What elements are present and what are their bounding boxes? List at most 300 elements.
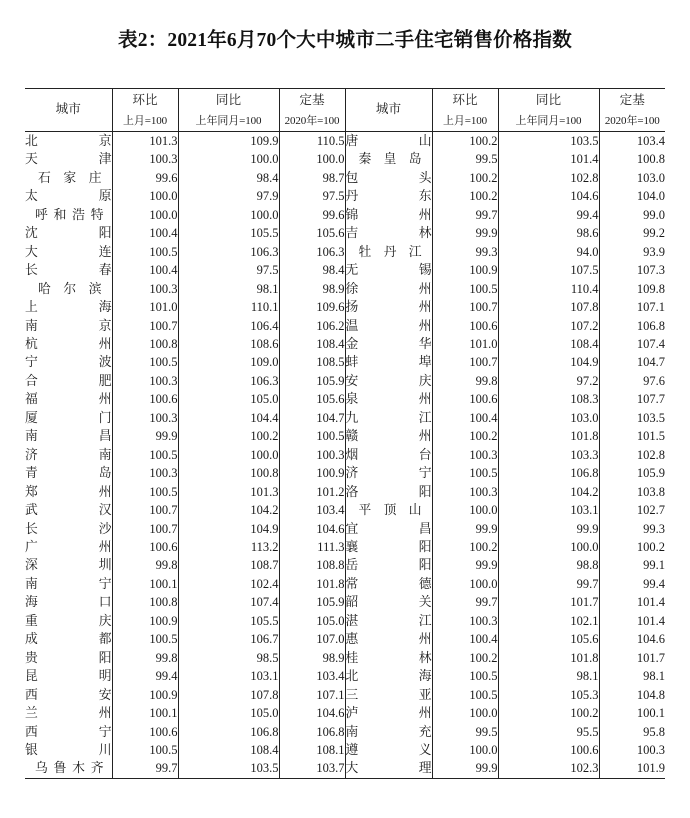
mom-value-right: 99.9 (432, 520, 498, 538)
yoy-value-right: 100.0 (498, 538, 599, 556)
mom-value-right: 99.8 (432, 372, 498, 390)
table-row (25, 741, 665, 759)
city-name-left: 深圳 (25, 556, 112, 574)
yoy-value-right: 110.4 (498, 280, 599, 298)
yoy-value-left: 108.6 (178, 335, 279, 353)
mom-value-left: 100.5 (112, 243, 178, 261)
city-name-right: 唐山 (345, 132, 432, 151)
table-row (25, 317, 665, 335)
mom-value-left: 100.5 (112, 741, 178, 759)
mom-value-right: 100.7 (432, 298, 498, 316)
fixed-value-right: 100.8 (636, 152, 665, 167)
yoy-value-left: 105.5 (178, 612, 279, 630)
table-row (25, 409, 665, 427)
header-yoy-right: 同比 (498, 89, 599, 112)
yoy-value-left: 101.3 (178, 483, 279, 501)
table-row (25, 464, 665, 482)
yoy-value-right: 101.8 (498, 427, 599, 445)
yoy-value-left: 104.4 (178, 409, 279, 427)
yoy-value-left: 97.9 (178, 187, 279, 205)
yoy-value-right: 98.1 (498, 667, 599, 685)
city-name-left: 哈尔滨 (25, 280, 112, 298)
city-name-right: 赣州 (345, 427, 432, 445)
city-name-right: 岳阳 (345, 556, 432, 574)
fixed-value-left: 98.9 (279, 280, 345, 298)
header-row-primary (25, 89, 665, 112)
city-name-right: 吉林 (345, 224, 432, 242)
fixed-value-left: 103.7 (279, 759, 345, 778)
mom-value-right: 100.2 (432, 427, 498, 445)
table-row (25, 593, 665, 611)
fixed-value-right: 100.3 (636, 742, 665, 757)
yoy-value-right: 103.3 (498, 446, 599, 464)
city-name-left: 济南 (25, 446, 112, 464)
table-row (25, 704, 665, 722)
city-name-right: 南充 (345, 723, 432, 741)
city-name-left: 海口 (25, 593, 112, 611)
table-row (25, 630, 665, 648)
city-name-right: 丹东 (345, 187, 432, 205)
yoy-value-left: 97.5 (178, 261, 279, 279)
table-row (25, 759, 665, 778)
header-mom-base-left: 上月=100 (112, 111, 178, 132)
fixed-value-right: 102.7 (636, 503, 665, 518)
page-title: 表2：2021年6月70个大中城市二手住宅销售价格指数 (118, 30, 572, 51)
table-row (25, 132, 665, 151)
fixed-value-right: 101.9 (599, 759, 665, 778)
mom-value-left: 100.5 (112, 483, 178, 501)
fixed-value-right: 99.4 (643, 576, 665, 591)
fixed-value-right: 106.8 (636, 318, 665, 333)
yoy-value-right: 99.7 (498, 575, 599, 593)
fixed-value-right: 104.8 (636, 687, 665, 702)
fixed-value-left: 100.9 (279, 464, 345, 482)
fixed-value-left: 108.1 (279, 741, 345, 759)
city-name-right: 桂林 (345, 649, 432, 667)
fixed-value-right: 93.9 (643, 244, 665, 259)
mom-value-left: 100.6 (112, 723, 178, 741)
yoy-value-left: 98.4 (178, 169, 279, 187)
mom-value-left: 99.9 (112, 427, 178, 445)
mom-value-left: 100.7 (112, 501, 178, 519)
fixed-value-right: 99.2 (643, 226, 665, 241)
mom-value-right: 100.0 (432, 501, 498, 519)
city-name-right: 锦州 (345, 206, 432, 224)
mom-value-left: 100.5 (112, 446, 178, 464)
mom-value-left: 100.3 (112, 464, 178, 482)
fixed-value-left: 98.9 (279, 649, 345, 667)
yoy-value-left: 109.0 (178, 353, 279, 371)
header-fixed-right: 定基 (599, 89, 665, 112)
yoy-value-left: 104.2 (178, 501, 279, 519)
mom-value-left: 100.6 (112, 538, 178, 556)
city-name-left: 石家庄 (25, 169, 112, 187)
fixed-value-left: 100.3 (279, 446, 345, 464)
mom-value-right: 100.4 (432, 630, 498, 648)
fixed-value-left: 107.1 (279, 686, 345, 704)
table-row (25, 280, 665, 298)
table-row (25, 390, 665, 408)
city-name-left: 太原 (25, 187, 112, 205)
yoy-value-right: 107.5 (498, 261, 599, 279)
yoy-value-left: 110.1 (178, 298, 279, 316)
city-name-left: 广州 (25, 538, 112, 556)
fixed-value-right: 101.5 (636, 429, 665, 444)
mom-value-right: 100.5 (432, 464, 498, 482)
city-name-left: 厦门 (25, 409, 112, 427)
mom-value-right: 100.2 (432, 132, 498, 151)
table-row (25, 575, 665, 593)
yoy-value-right: 99.4 (498, 206, 599, 224)
table-row (25, 723, 665, 741)
city-name-left: 福州 (25, 390, 112, 408)
city-name-right: 蚌埠 (345, 353, 432, 371)
yoy-value-left: 108.7 (178, 556, 279, 574)
fixed-value-left: 99.6 (279, 206, 345, 224)
city-name-right: 洛阳 (345, 483, 432, 501)
yoy-value-right: 101.4 (498, 150, 599, 168)
table-row (25, 446, 665, 464)
fixed-value-right: 102.8 (636, 447, 665, 462)
fixed-value-left: 108.8 (279, 556, 345, 574)
mom-value-right: 99.9 (432, 224, 498, 242)
yoy-value-left: 103.5 (178, 759, 279, 778)
yoy-value-right: 105.3 (498, 686, 599, 704)
yoy-value-left: 113.2 (178, 538, 279, 556)
city-name-right: 温州 (345, 317, 432, 335)
mom-value-right: 99.7 (432, 593, 498, 611)
fixed-value-left: 107.0 (279, 630, 345, 648)
table-row (25, 169, 665, 187)
mom-value-left: 99.8 (112, 556, 178, 574)
fixed-value-right: 95.8 (643, 724, 665, 739)
header-mom-right: 环比 (432, 89, 498, 112)
mom-value-right: 99.9 (432, 759, 498, 778)
city-name-left: 西安 (25, 686, 112, 704)
yoy-value-right: 94.0 (498, 243, 599, 261)
fixed-value-right: 99.0 (643, 207, 665, 222)
header-mom-left: 环比 (112, 89, 178, 112)
yoy-value-left: 105.0 (178, 704, 279, 722)
yoy-value-right: 104.2 (498, 483, 599, 501)
fixed-value-right: 101.4 (636, 595, 665, 610)
yoy-value-right: 97.2 (498, 372, 599, 390)
mom-value-right: 100.5 (432, 280, 498, 298)
city-name-right: 九江 (345, 409, 432, 427)
yoy-value-right: 104.9 (498, 353, 599, 371)
city-name-left: 兰州 (25, 704, 112, 722)
table-row (25, 649, 665, 667)
mom-value-left: 100.3 (112, 150, 178, 168)
table-row (25, 501, 665, 519)
mom-value-left: 100.9 (112, 612, 178, 630)
city-name-right: 泉州 (345, 390, 432, 408)
mom-value-left: 100.8 (112, 335, 178, 353)
fixed-value-left: 100.5 (279, 427, 345, 445)
mom-value-right: 100.0 (432, 741, 498, 759)
city-name-right: 无锡 (345, 261, 432, 279)
yoy-value-left: 103.1 (178, 667, 279, 685)
table-row (25, 150, 665, 168)
city-name-left: 杭州 (25, 335, 112, 353)
table-row (25, 427, 665, 445)
mom-value-left: 100.0 (112, 187, 178, 205)
yoy-value-left: 100.0 (178, 446, 279, 464)
yoy-value-right: 107.2 (498, 317, 599, 335)
price-index-table (25, 88, 665, 779)
fixed-value-right: 107.4 (636, 336, 665, 351)
table-row (25, 556, 665, 574)
yoy-value-left: 107.8 (178, 686, 279, 704)
city-name-right: 韶关 (345, 593, 432, 611)
fixed-value-right: 99.1 (643, 558, 665, 573)
city-name-left: 大连 (25, 243, 112, 261)
fixed-value-right: 103.8 (636, 484, 665, 499)
yoy-value-right: 108.4 (498, 335, 599, 353)
mom-value-right: 100.0 (432, 575, 498, 593)
fixed-value-right: 104.0 (636, 189, 665, 204)
fixed-value-left: 101.2 (279, 483, 345, 501)
fixed-value-left: 103.4 (279, 667, 345, 685)
yoy-value-right: 103.5 (498, 132, 599, 151)
fixed-value-left: 105.9 (279, 593, 345, 611)
fixed-value-right: 109.8 (636, 281, 665, 296)
fixed-value-left: 98.7 (279, 169, 345, 187)
mom-value-right: 100.0 (432, 704, 498, 722)
yoy-value-left: 106.3 (178, 243, 279, 261)
city-name-left: 武汉 (25, 501, 112, 519)
mom-value-right: 101.0 (432, 335, 498, 353)
mom-value-left: 100.3 (112, 409, 178, 427)
fixed-value-left: 105.9 (279, 372, 345, 390)
city-name-left: 郑州 (25, 483, 112, 501)
yoy-value-left: 104.9 (178, 520, 279, 538)
mom-value-right: 100.3 (432, 483, 498, 501)
city-name-right: 三亚 (345, 686, 432, 704)
yoy-value-right: 103.0 (498, 409, 599, 427)
yoy-value-right: 108.3 (498, 390, 599, 408)
fixed-value-right: 107.3 (636, 263, 665, 278)
header-city-left: 城市 (25, 89, 112, 132)
table-row (25, 612, 665, 630)
table-row (25, 520, 665, 538)
fixed-value-right: 101.4 (636, 613, 665, 628)
yoy-value-right: 103.1 (498, 501, 599, 519)
mom-value-left: 101.3 (112, 132, 178, 151)
yoy-value-left: 100.0 (178, 206, 279, 224)
fixed-value-left: 104.6 (279, 704, 345, 722)
fixed-value-right: 107.7 (636, 392, 665, 407)
fixed-value-left: 105.0 (279, 612, 345, 630)
mom-value-left: 100.4 (112, 261, 178, 279)
table-row (25, 224, 665, 242)
city-name-right: 惠州 (345, 630, 432, 648)
mom-value-left: 100.0 (112, 206, 178, 224)
yoy-value-right: 102.8 (498, 169, 599, 187)
city-name-left: 天津 (25, 150, 112, 168)
yoy-value-left: 109.9 (178, 132, 279, 151)
city-name-left: 昆明 (25, 667, 112, 685)
header-fixed-base-right: 2020年=100 (599, 111, 665, 132)
mom-value-left: 100.1 (112, 575, 178, 593)
fixed-value-left: 110.5 (279, 132, 345, 151)
table-row (25, 243, 665, 261)
mom-value-right: 99.5 (432, 723, 498, 741)
yoy-value-right: 104.6 (498, 187, 599, 205)
yoy-value-left: 98.1 (178, 280, 279, 298)
header-yoy-base-right: 上年同月=100 (498, 111, 599, 132)
table-body (25, 132, 665, 779)
city-name-left: 北京 (25, 132, 112, 151)
table-row (25, 187, 665, 205)
city-name-right: 包头 (345, 169, 432, 187)
yoy-value-right: 100.6 (498, 741, 599, 759)
yoy-value-left: 100.2 (178, 427, 279, 445)
table-row (25, 372, 665, 390)
city-name-right: 北海 (345, 667, 432, 685)
fixed-value-left: 104.6 (279, 520, 345, 538)
fixed-value-right: 103.4 (636, 134, 665, 148)
mom-value-right: 100.9 (432, 261, 498, 279)
mom-value-right: 100.2 (432, 187, 498, 205)
city-name-right: 牡丹江 (345, 243, 432, 261)
yoy-value-left: 102.4 (178, 575, 279, 593)
fixed-value-left: 106.3 (279, 243, 345, 261)
yoy-value-left: 98.5 (178, 649, 279, 667)
yoy-value-right: 102.3 (498, 759, 599, 778)
yoy-value-left: 100.0 (178, 150, 279, 168)
city-name-right: 湛江 (345, 612, 432, 630)
fixed-value-left: 101.8 (279, 575, 345, 593)
mom-value-left: 99.4 (112, 667, 178, 685)
yoy-value-left: 100.8 (178, 464, 279, 482)
city-name-left: 西宁 (25, 723, 112, 741)
fixed-value-left: 108.4 (279, 335, 345, 353)
yoy-value-right: 99.9 (498, 520, 599, 538)
mom-value-right: 100.5 (432, 686, 498, 704)
header-fixed-left: 定基 (279, 89, 345, 112)
city-name-left: 沈阳 (25, 224, 112, 242)
city-name-right: 遵义 (345, 741, 432, 759)
mom-value-left: 101.0 (112, 298, 178, 316)
yoy-value-right: 107.8 (498, 298, 599, 316)
mom-value-right: 100.4 (432, 409, 498, 427)
yoy-value-left: 105.0 (178, 390, 279, 408)
mom-value-right: 100.3 (432, 446, 498, 464)
mom-value-right: 100.2 (432, 169, 498, 187)
fixed-value-right: 100.1 (636, 706, 665, 721)
table-row (25, 538, 665, 556)
mom-value-left: 100.1 (112, 704, 178, 722)
mom-value-right: 99.3 (432, 243, 498, 261)
table-row (25, 686, 665, 704)
city-name-left: 银川 (25, 741, 112, 759)
mom-value-right: 99.9 (432, 556, 498, 574)
fixed-value-left: 111.3 (279, 538, 345, 556)
table-row (25, 206, 665, 224)
fixed-value-right: 105.9 (636, 466, 665, 481)
city-name-left: 呼和浩特 (25, 206, 112, 224)
table-row (25, 335, 665, 353)
mom-value-left: 100.3 (112, 280, 178, 298)
mom-value-left: 100.6 (112, 390, 178, 408)
yoy-value-left: 106.8 (178, 723, 279, 741)
fixed-value-left: 105.6 (279, 224, 345, 242)
city-name-right: 宜昌 (345, 520, 432, 538)
mom-value-left: 100.9 (112, 686, 178, 704)
fixed-value-right: 97.6 (643, 373, 665, 388)
city-name-left: 合肥 (25, 372, 112, 390)
yoy-value-right: 98.8 (498, 556, 599, 574)
mom-value-right: 99.5 (432, 150, 498, 168)
fixed-value-right: 103.5 (636, 410, 665, 425)
header-yoy-base-left: 上年同月=100 (178, 111, 279, 132)
header-yoy-left: 同比 (178, 89, 279, 112)
fixed-value-right: 101.7 (636, 650, 665, 665)
yoy-value-right: 100.2 (498, 704, 599, 722)
mom-value-left: 100.8 (112, 593, 178, 611)
city-name-right: 安庆 (345, 372, 432, 390)
fixed-value-right: 98.1 (643, 669, 665, 684)
city-name-right: 襄阳 (345, 538, 432, 556)
fixed-value-left: 100.0 (279, 150, 345, 168)
city-name-right: 徐州 (345, 280, 432, 298)
fixed-value-left: 98.4 (279, 261, 345, 279)
city-name-right: 泸州 (345, 704, 432, 722)
mom-value-right: 100.5 (432, 667, 498, 685)
fixed-value-right: 104.6 (636, 632, 665, 647)
mom-value-left: 99.6 (112, 169, 178, 187)
fixed-value-left: 106.2 (279, 317, 345, 335)
fixed-value-left: 97.5 (279, 187, 345, 205)
city-name-left: 重庆 (25, 612, 112, 630)
yoy-value-left: 105.5 (178, 224, 279, 242)
fixed-value-right: 100.2 (636, 539, 665, 554)
city-name-right: 烟台 (345, 446, 432, 464)
fixed-value-right: 104.7 (636, 355, 665, 370)
city-name-left: 青岛 (25, 464, 112, 482)
city-name-left: 上海 (25, 298, 112, 316)
price-index-table-container (25, 88, 665, 779)
city-name-right: 扬州 (345, 298, 432, 316)
yoy-value-right: 101.7 (498, 593, 599, 611)
table-row (25, 483, 665, 501)
fixed-value-right: 107.1 (636, 300, 665, 315)
table-row (25, 667, 665, 685)
mom-value-right: 100.3 (432, 612, 498, 630)
yoy-value-left: 106.4 (178, 317, 279, 335)
mom-value-left: 100.7 (112, 520, 178, 538)
header-fixed-base-left: 2020年=100 (279, 111, 345, 132)
fixed-value-left: 103.4 (279, 501, 345, 519)
city-name-left: 南宁 (25, 575, 112, 593)
table-row (25, 298, 665, 316)
mom-value-right: 100.6 (432, 317, 498, 335)
city-name-right: 常德 (345, 575, 432, 593)
city-name-left: 长春 (25, 261, 112, 279)
city-name-right: 平顶山 (345, 501, 432, 519)
table-row (25, 353, 665, 371)
city-name-right: 金华 (345, 335, 432, 353)
mom-value-left: 100.5 (112, 353, 178, 371)
city-name-left: 长沙 (25, 520, 112, 538)
city-name-left: 宁波 (25, 353, 112, 371)
yoy-value-right: 101.8 (498, 649, 599, 667)
mom-value-left: 100.5 (112, 630, 178, 648)
city-name-left: 乌鲁木齐 (25, 759, 112, 778)
city-name-right: 秦皇岛 (345, 150, 432, 168)
header-city-right: 城市 (345, 89, 432, 132)
